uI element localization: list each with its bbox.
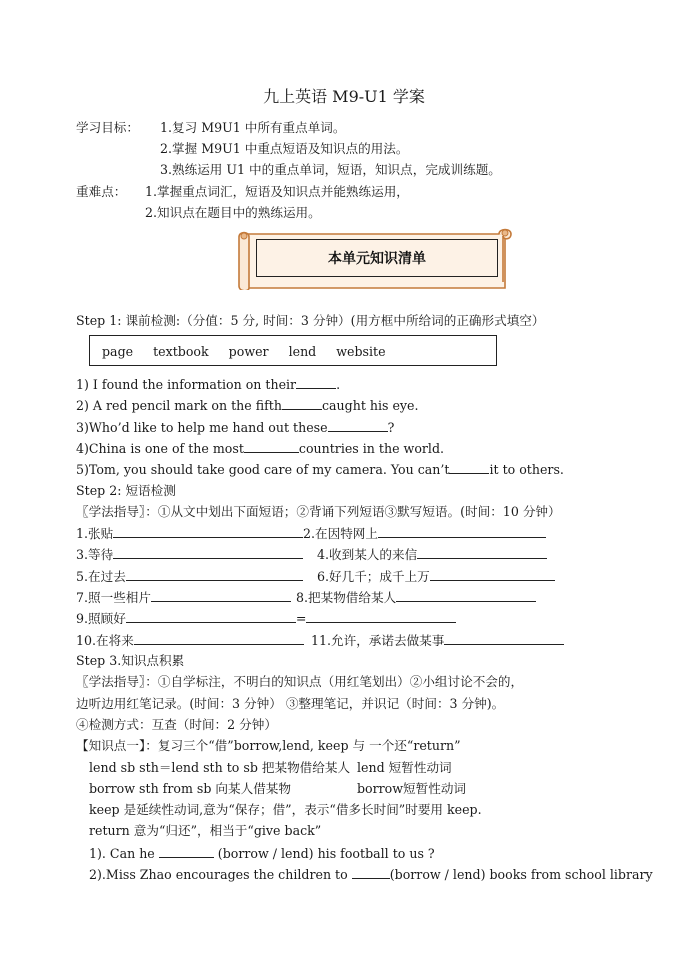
difficulty-item: 2.知识点在题目中的熟练运用。 xyxy=(145,205,321,220)
answer-blank[interactable] xyxy=(282,397,322,410)
answer-blank[interactable] xyxy=(113,546,303,559)
word-item: website xyxy=(336,344,386,359)
answer-blank[interactable] xyxy=(352,866,390,879)
objective-item: 1.复习 M9U1 中所有重点单词。 xyxy=(160,120,346,135)
note-line: borrow短暂性动词 xyxy=(357,781,467,796)
note-line: keep 是延续性动词,意为“保存；借”，表示“借多长时间”时要用 keep. xyxy=(89,802,482,817)
step3-guide: 〖学法指导〗：①自学标注，不明白的知识点（用红笔划出）②小组讨论不会的， xyxy=(76,674,524,689)
answer-blank[interactable] xyxy=(113,525,303,538)
phrase-item: 4.收到某人的来信 xyxy=(317,546,547,563)
answer-blank[interactable] xyxy=(126,568,303,581)
step3-guide: 边听边用红笔记录。(时间：3 分钟） ③整理笔记，并识记（时间：3 分钟)。 xyxy=(76,696,505,711)
answer-blank[interactable] xyxy=(244,440,299,453)
word-item: power xyxy=(228,344,269,359)
exercise-1: 1). Can he (borrow / lend) his football to us ? xyxy=(89,846,435,861)
step3-guide: ④检测方式：互查（时间：2 分钟） xyxy=(76,717,277,732)
word-item: lend xyxy=(288,344,317,359)
phrase-item: 11.允许，承诺去做某事 xyxy=(311,632,564,649)
answer-blank[interactable] xyxy=(296,376,336,389)
question-2: 2) A red pencil mark on the fifth caught his eye. xyxy=(76,398,419,413)
answer-blank[interactable] xyxy=(306,610,456,623)
phrase-item: 6.好几千；成千上万 xyxy=(317,568,555,585)
phrase-item: 10.在将来 xyxy=(76,632,304,649)
difficulties-label: 重难点： xyxy=(76,184,127,199)
note-line: lend sb sth＝lend sth to sb 把某物借给某人 xyxy=(89,760,351,775)
note-line: return 意为“归还”，相当于“give back” xyxy=(89,823,322,838)
answer-blank[interactable] xyxy=(444,632,564,645)
phrase-item: 5.在过去 xyxy=(76,568,303,585)
phrase-item: 2.在因特网上 xyxy=(303,525,546,542)
answer-blank[interactable] xyxy=(417,546,547,559)
answer-blank[interactable] xyxy=(134,632,304,645)
note-line: borrow sth from sb 向某人借某物 xyxy=(89,781,291,796)
answer-blank[interactable] xyxy=(378,525,546,538)
step1-heading: Step 1: 课前检测:（分值：5 分, 时间：3 分钟）(用方框中所给词的正确形式填空） xyxy=(76,313,545,328)
step3-heading: Step 3.知识点积累 xyxy=(76,653,185,668)
answer-blank[interactable] xyxy=(449,461,489,474)
step2-heading: Step 2: 短语检测 xyxy=(76,483,176,498)
question-4: 4)China is one of the most countries in the world. xyxy=(76,441,445,456)
banner-title: 本单元知识清单 xyxy=(256,239,498,277)
objectives-label: 学习目标： xyxy=(76,120,139,135)
knowledge-point-1: 【知识点一】：复习三个“借”borrow,lend, keep 与 一个还“return” xyxy=(76,738,461,753)
note-line: lend 短暂性动词 xyxy=(357,760,452,775)
word-box xyxy=(89,335,497,366)
phrase-item: 8.把某物借给某人 xyxy=(296,589,536,606)
word-item: page xyxy=(102,344,134,359)
exercise-2: 2).Miss Zhao encourages the children to (borrow / lend) books from school library xyxy=(89,867,653,882)
step2-guide: 〖学法指导〗：①从文中划出下面短语；②背诵下列短语③默写短语。(时间：10 分钟） xyxy=(76,504,561,519)
page-title: 九上英语 M9-U1 学案 xyxy=(263,87,425,106)
question-1: 1) I found the information on their . xyxy=(76,377,341,392)
answer-blank[interactable] xyxy=(328,419,388,432)
phrase-item: 7.照一些相片 xyxy=(76,589,291,606)
objective-item: 2.掌握 M9U1 中重点短语及知识点的用法。 xyxy=(160,141,409,156)
phrase-item: 9.照顾好 = xyxy=(76,610,456,627)
answer-blank[interactable] xyxy=(126,610,296,623)
phrase-item: 3.等待 xyxy=(76,546,303,563)
difficulty-item: 1.掌握重点词汇，短语及知识点并能熟练运用， xyxy=(145,184,409,199)
answer-blank[interactable] xyxy=(151,589,291,602)
answer-blank[interactable] xyxy=(396,589,536,602)
answer-blank[interactable] xyxy=(159,845,214,858)
question-3: 3)Who’d like to help me hand out these ? xyxy=(76,420,395,435)
answer-blank[interactable] xyxy=(430,568,555,581)
question-5: 5)Tom, you should take good care of my camera. You can’t it to others. xyxy=(76,462,564,477)
word-item: textbook xyxy=(153,344,209,359)
objective-item: 3.熟练运用 U1 中的重点单词，短语，知识点，完成训练题。 xyxy=(160,162,501,177)
phrase-item: 1.张贴 xyxy=(76,525,303,542)
